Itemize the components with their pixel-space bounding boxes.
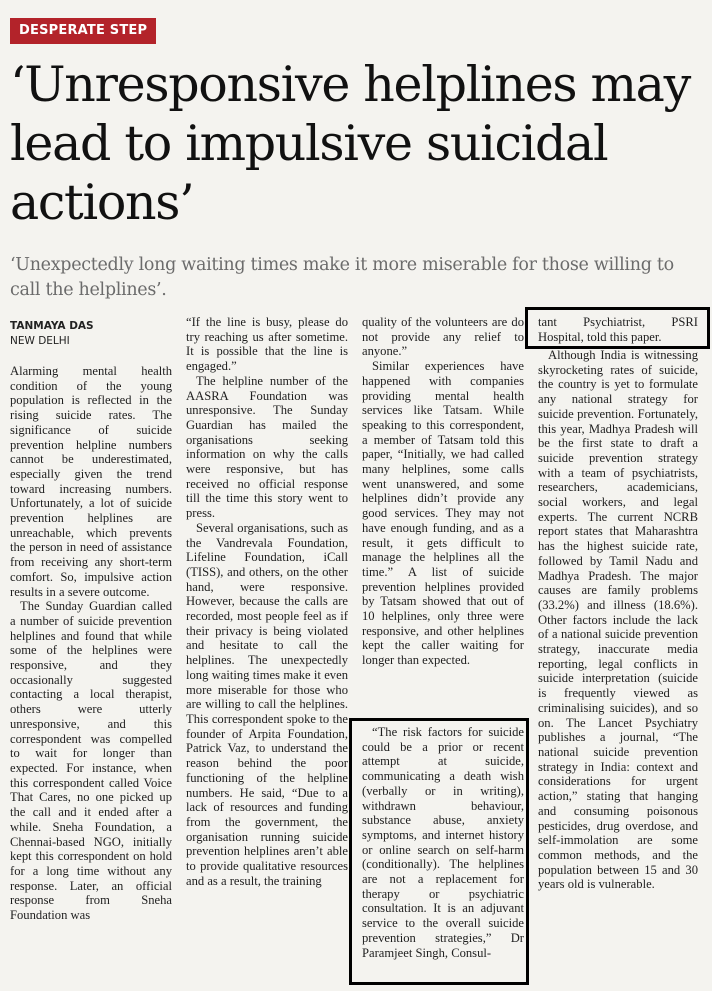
section-tag: DESPERATE STEP (10, 18, 156, 44)
highlight-box-quote (349, 718, 529, 985)
paragraph: Several organisations, such as the Vandrevala Foundation, Lifeline Foundation, iCall (TISS), and others, on the other hand, were responsive. However, because the calls are recorded, most people feel as if their privacy is being violated and hesitate to call the helplines. The unexpectedly long waiting times make it even more miserable for those who are willing to call the helplines. This correspondent spoke to the founder of Arpita Foundation, Patrick Vaz, to understand the reason behind the poor functioning of the helpline numbers. He said, “Due to a lack of resources and funding from the government, the organisation running suicide prevention helplines aren’t able to provide qualitative resources and as a result, the training (186, 520, 348, 888)
article-column-2 (186, 315, 348, 888)
paragraph: quality of the volunteers are do not provide any relief to anyone.” (362, 315, 524, 359)
byline-author: TANMAYA DAS (10, 320, 94, 332)
paragraph: “If the line is busy, please do try reaching us after sometime. It is possible that the line is engaged.” (186, 315, 348, 374)
paragraph: Alarming mental health condition of the young population is reflected in the rising suicide rates. The significance of suicide prevention helpline numbers cannot be underestimated, especially given the trend toward increasing numbers. Unfortunately, a lot of suicide prevention helplines are unreachable, which prevents the person in need of assistance from receiving any short-term comfort. So, impulsive action results in a severe outcome. (10, 364, 172, 599)
paragraph: tant Psychiatrist, PSRI Hospital, told this paper. (538, 315, 698, 344)
article-column-1 (10, 364, 172, 923)
highlight-box-attribution (525, 307, 710, 349)
paragraph: Although India is witnessing skyrocketing rates of suicide, the country is yet to formulate any national strategy for suicide prevention. Fortunately, this year, Madhya Pradesh will be the first state to draft a suicide prevention strategy with a team of psychiatrists, researchers, academicians, social workers, and legal experts. The current NCRB report states that Maharashtra has the highest suicide rate, followed by Tamil Nadu and Madhya Pradesh. The major causes are family problems (33.2%) and illness (18.6%). Other factors include the lack of a national suicide prevention strategy, inaccurate media reporting, legal conflicts in suicide interpretation (suicide is frequently viewed as criminalising suicides), and so on. The Lancet Psychiatry publishes a journal, “The national suicide prevention strategy in India: context and considerations for urgent action,” stating that hanging and consuming poisonous pesticides, drug overdose, and self-immolation are some common methods, and the population between 15 and 30 years old is vulnerable. (538, 348, 698, 892)
article-column-3 (362, 315, 524, 668)
headline: ‘Unresponsive helplines may lead to impulsive suicidal actions’ (10, 56, 690, 231)
paragraph: Similar experiences have happened with companies providing mental health services like Tatsam. While speaking to this correspondent, a member of Tatsam told this paper, “Initially, we had called many helplines, some calls went unanswered, and some helplines didn’t provide any good services. They may not have enough funding, and as a result, it gets difficult to manage the helplines all the time.” A list of suicide prevention helplines provided by Tatsam showed that out of 10 helplines, only three were responsive, and other helplines kept the caller waiting for longer than expected. (362, 359, 524, 668)
standfirst: ‘Unexpectedly long waiting times make it more miserable for those willing to call the helplines’. (10, 255, 674, 300)
article-column-4 (538, 348, 698, 892)
paragraph: The helpline number of the AASRA Foundation was unresponsive. The Sunday Guardian has mailed the organisations seeking information on why the calls were responsive, but has received no official response till the time this story went to press. (186, 373, 348, 521)
byline-location: NEW DELHI (10, 335, 70, 347)
paragraph: The Sunday Guardian called a number of suicide prevention helplines and found that while some of the helplines were responsive, and they occasionally suggested contacting a local therapist, others were utterly unresponsive, and this correspondent was compelled to wait for longer than expected. For instance, when this correspondent called Voice That Cares, no one picked up the call and it ended after a while. Sneha Foundation, a Chennai-based NGO, initially kept this correspondent on hold for a long time without any response. Later, an official response from Sneha Foundation was (10, 599, 172, 923)
paragraph: “The risk factors for suicide could be a prior or recent attempt at suicide, communicating a death wish (verbally or in writing), withdrawn behaviour, substance abuse, anxiety symptoms, and internet history or online search on self-harm (conditionally). The helplines are not a replacement for therapy or psychiatric consultation. It is an adjuvant service to the overall suicide prevention strategies,” Dr Paramjeet Singh, Consul- (362, 725, 524, 960)
